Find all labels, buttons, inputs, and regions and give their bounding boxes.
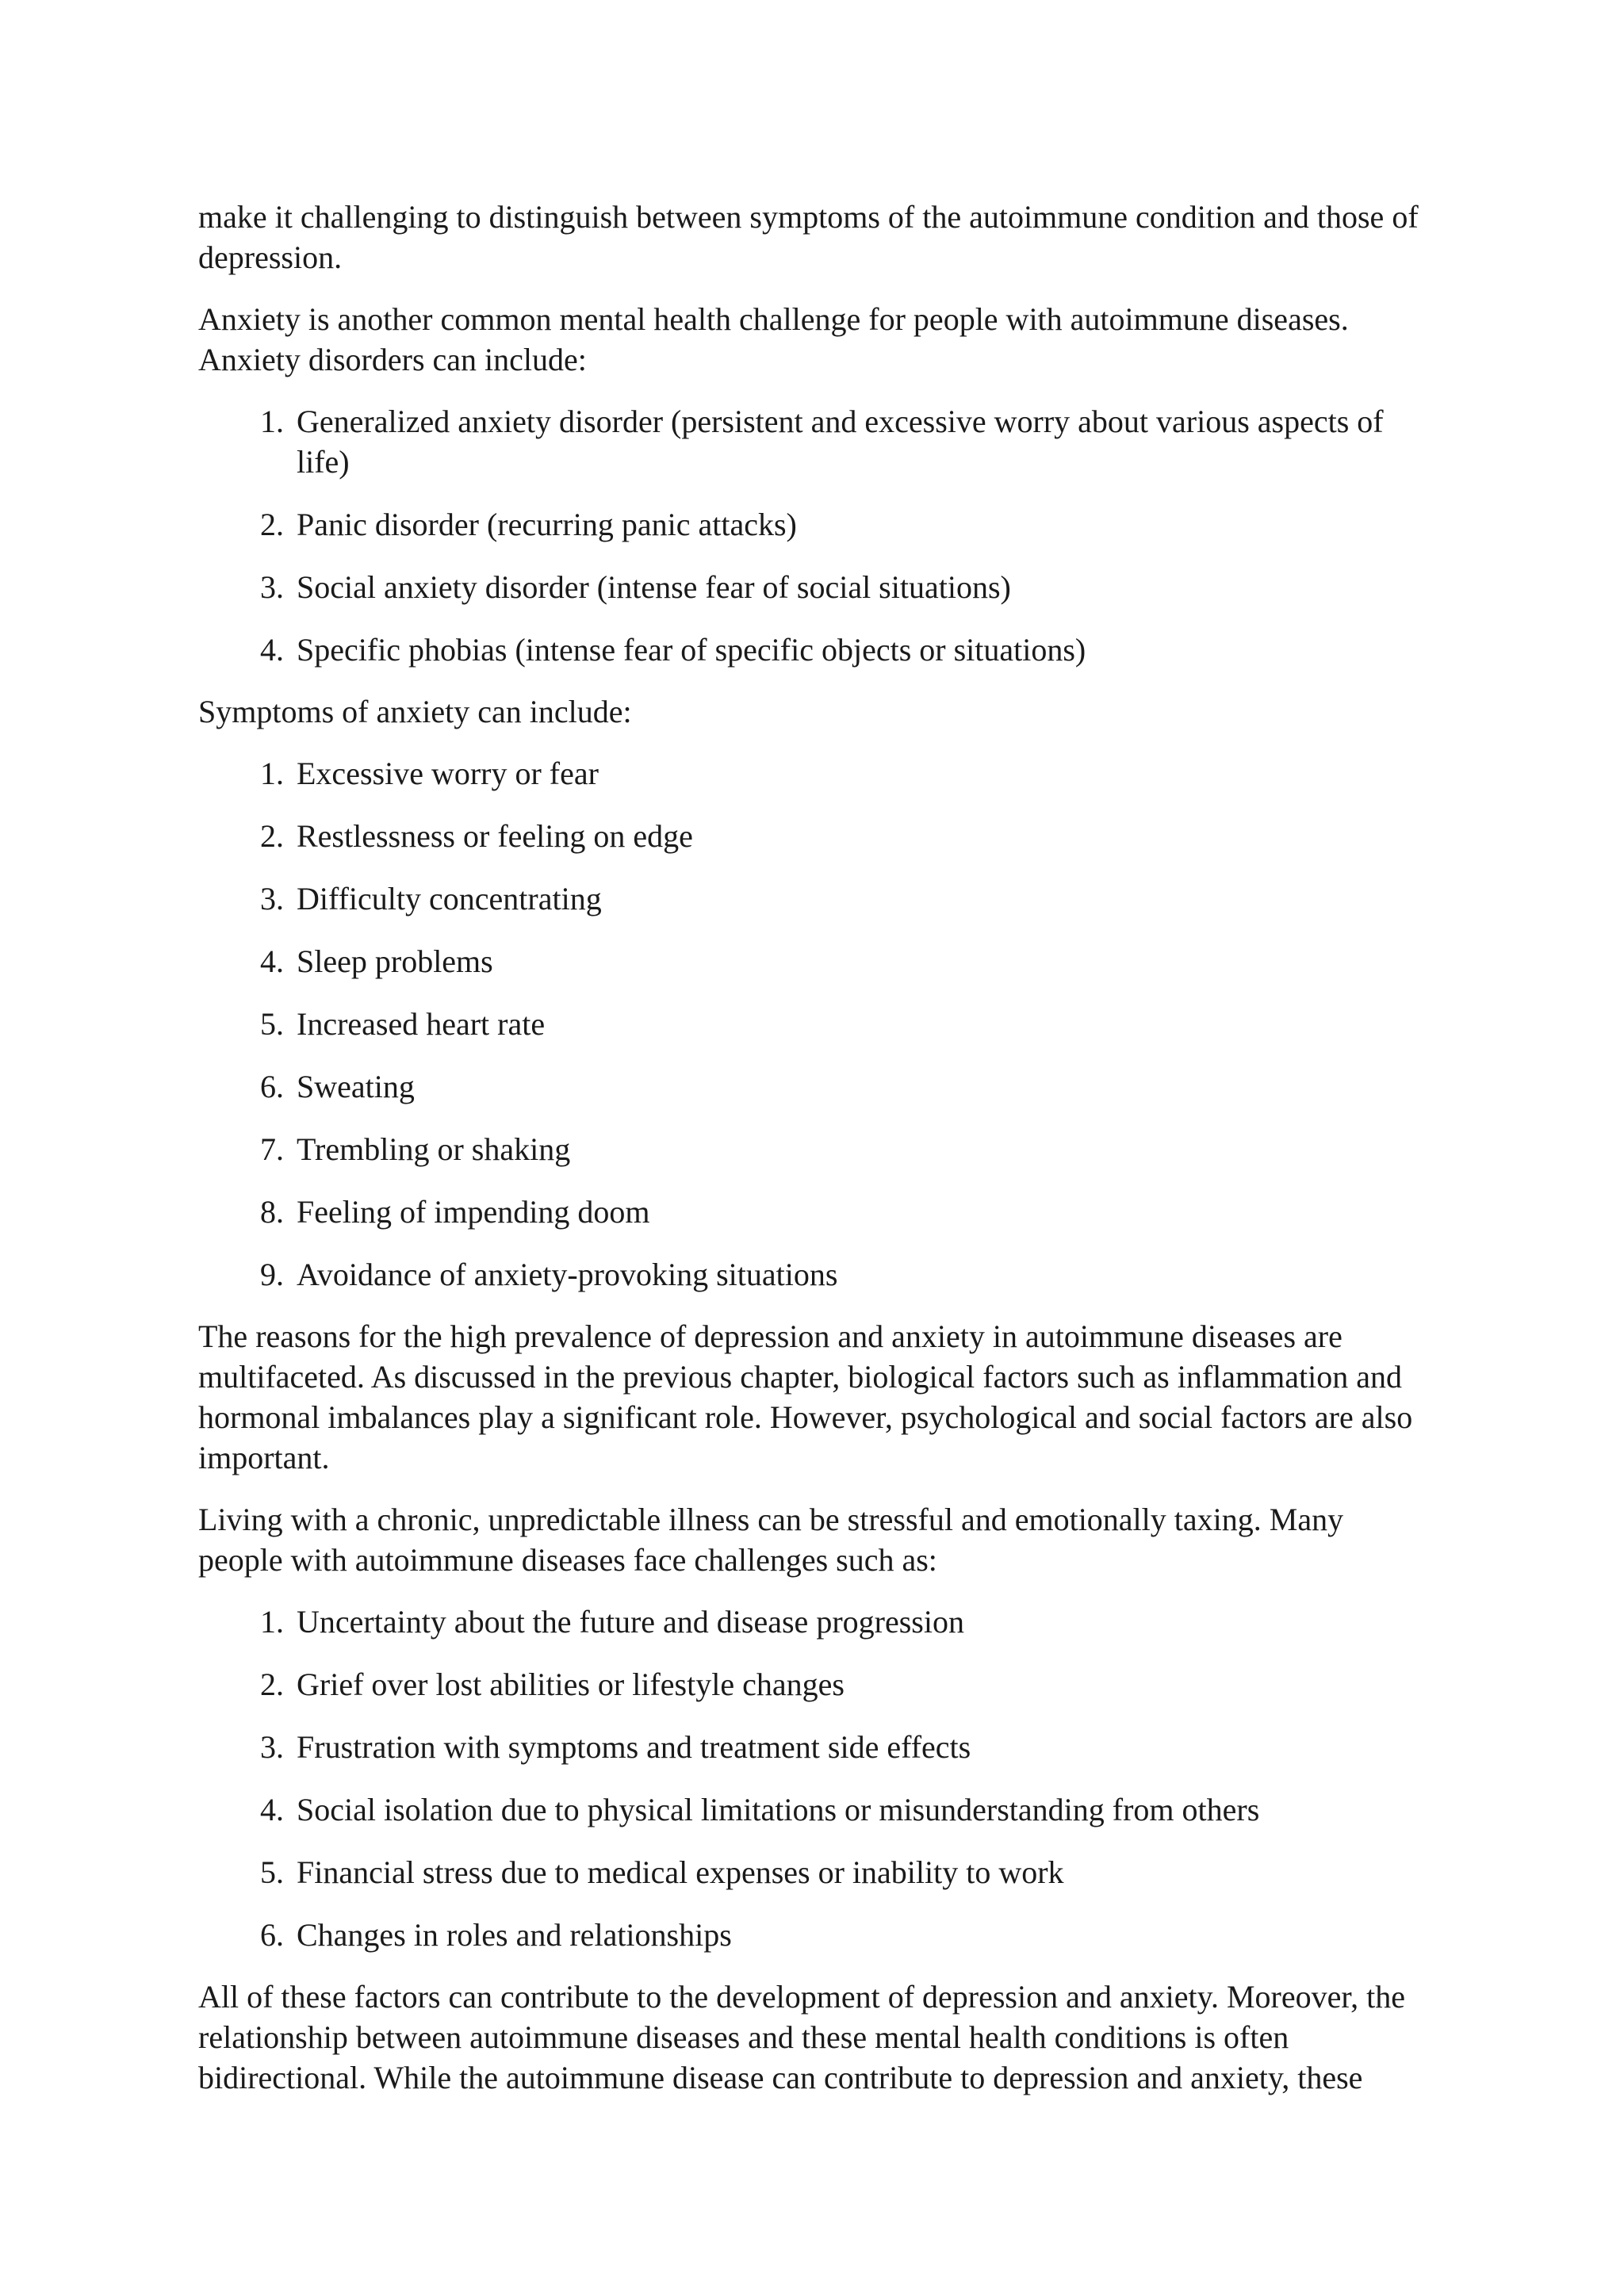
list-item-number: 7. [260, 1131, 284, 1167]
list-item-text: Restlessness or feeling on edge [297, 818, 693, 854]
list-item-number: 8. [260, 1194, 284, 1230]
paragraph-depression-continuation: make it challenging to distinguish between symptoms of the autoimmune condition and those of depression. [198, 199, 1419, 275]
list-item [260, 941, 1435, 982]
list-item-number: 9. [260, 1257, 284, 1292]
list-item [260, 1727, 1435, 1767]
list-item [260, 1852, 1435, 1892]
list-item [260, 1664, 1435, 1705]
list-item-text: Generalized anxiety disorder (persistent and excessive worry about various aspects of life) [297, 404, 1384, 480]
list-item [260, 1254, 1435, 1295]
list-item-number: 1. [260, 756, 284, 791]
list-item [260, 401, 1435, 482]
list-item [260, 504, 1435, 545]
list-item [260, 1601, 1435, 1642]
list-item-number: 3. [260, 569, 284, 605]
list-item-number: 2. [260, 818, 284, 854]
list-item [260, 629, 1435, 670]
list-item-number: 3. [260, 1729, 284, 1765]
list-item-text: Uncertainty about the future and disease progression [297, 1604, 964, 1640]
page-content [198, 197, 1435, 2119]
list-item-text: Panic disorder (recurring panic attacks) [297, 507, 797, 542]
list-item [260, 878, 1435, 919]
list-item-number: 1. [260, 404, 284, 439]
paragraph-symptoms-intro: Symptoms of anxiety can include: [198, 694, 632, 729]
list-item [260, 1004, 1435, 1044]
list-item [260, 1789, 1435, 1830]
list-item-number: 6. [260, 1069, 284, 1104]
list-item [260, 1192, 1435, 1232]
list-item-text: Increased heart rate [297, 1006, 546, 1042]
list-item [260, 753, 1435, 794]
list-item-text: Avoidance of anxiety-provoking situations [297, 1257, 838, 1292]
list-item-text: Excessive worry or fear [297, 756, 599, 791]
list-item-text: Social anxiety disorder (intense fear of social situations) [297, 569, 1011, 605]
paragraph-prevalence-reasons: The reasons for the high prevalence of depression and anxiety in autoimmune diseases are multifaceted. As discussed in the previous chapter, biological factors such as inflammation and hormonal imbalances play a significant role. However, psychological and social factors are also important. [198, 1318, 1413, 1475]
list-item [260, 816, 1435, 856]
list-item [260, 1915, 1435, 1955]
list-item-text: Difficulty concentrating [297, 881, 602, 916]
list-item-text: Financial stress due to medical expenses or inability to work [297, 1854, 1064, 1890]
list-item-number: 6. [260, 1917, 284, 1953]
list-item-text: Specific phobias (intense fear of specific objects or situations) [297, 632, 1086, 668]
list-item-text: Sweating [297, 1069, 415, 1104]
list-item-number: 1. [260, 1604, 284, 1640]
list-item-number: 5. [260, 1006, 284, 1042]
list-item-number: 3. [260, 881, 284, 916]
list-item-text: Trembling or shaking [297, 1131, 571, 1167]
list-anxiety-symptoms [198, 753, 1435, 1295]
list-item-number: 4. [260, 1792, 284, 1827]
paragraph-anxiety-intro: Anxiety is another common mental health challenge for people with autoimmune diseases. Anxiety disorders can include: [198, 301, 1349, 377]
list-item [260, 567, 1435, 607]
list-item-number: 2. [260, 507, 284, 542]
paragraph-bidirectional: All of these factors can contribute to the development of depression and anxiety. Moreover, the relationship between autoimmune diseases and these mental health conditions is often bidirectional. While the autoimmune disease can contribute to depression and anxiety, these [198, 1979, 1405, 2095]
list-anxiety-disorders [198, 401, 1435, 670]
list-item-text: Social isolation due to physical limitations or misunderstanding from others [297, 1792, 1260, 1827]
list-item-number: 4. [260, 632, 284, 668]
list-item-text: Frustration with symptoms and treatment side effects [297, 1729, 971, 1765]
list-item-text: Feeling of impending doom [297, 1194, 650, 1230]
paragraph-chronic-illness: Living with a chronic, unpredictable illness can be stressful and emotionally taxing. Many people with autoimmune diseases face challenges such as: [198, 1502, 1344, 1578]
list-item [260, 1066, 1435, 1107]
list-item [260, 1129, 1435, 1169]
list-item-text: Sleep problems [297, 943, 493, 979]
list-item-text: Grief over lost abilities or lifestyle changes [297, 1667, 845, 1702]
list-item-number: 2. [260, 1667, 284, 1702]
list-item-number: 5. [260, 1854, 284, 1890]
list-item-number: 4. [260, 943, 284, 979]
list-challenges [198, 1601, 1435, 1955]
list-item-text: Changes in roles and relationships [297, 1917, 732, 1953]
